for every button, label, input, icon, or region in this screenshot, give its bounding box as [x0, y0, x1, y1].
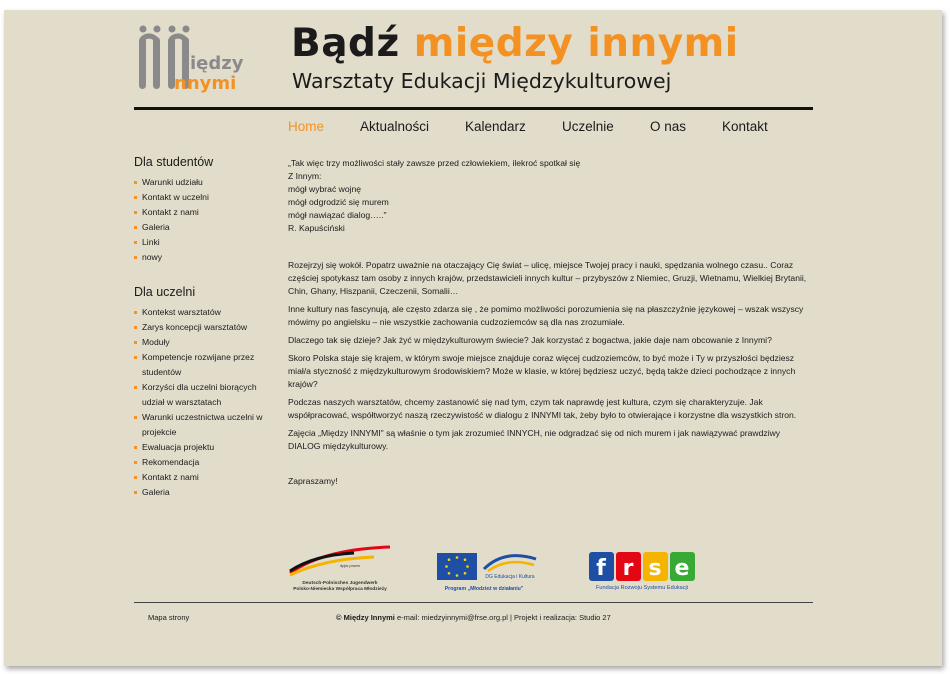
svg-text:s: s [648, 556, 662, 581]
eu-line1: DG Edukacja i Kultura [485, 574, 535, 580]
partner-logos [284, 545, 704, 595]
sidebar-item-new[interactable]: nowy [134, 250, 274, 265]
content-paragraph: Rozejrzyj się wokół. Popatrz uważnie na otaczający Cię świat – ulicę, miejsce Twojej pracy i nauki, spędzania wolnego czasu.. Coraz częściej spotykasz tam osoby z innych krajów, przedstawicieli innych kultur – przybyszów z Niemiec, Gruzji, Wietnamu, Wielkiej Brytanii, Chin, Ghany, Hiszpanii, Czeczenii, Somalii… [288, 260, 807, 296]
page-subtitle: Warsztaty Edukacji Międzykulturowej [292, 69, 672, 93]
footer-copyright: © Między Innymi [336, 613, 395, 622]
title-part1: Bądź [291, 21, 414, 66]
site-logo[interactable] [134, 25, 264, 105]
sidebar-item-evaluation[interactable]: Ewaluacja projektu [134, 440, 274, 455]
title-part2: między innymi [413, 21, 739, 66]
page-frame [4, 10, 942, 666]
nav-about[interactable]: O nas [650, 119, 687, 134]
sidebar-item-workshop-context[interactable]: Kontekst warsztatów [134, 305, 274, 320]
nav-contact[interactable]: Kontakt [722, 119, 768, 134]
sidebar-item-contact-us-2[interactable]: Kontakt z nami [134, 470, 274, 485]
svg-text:e: e [674, 556, 690, 581]
sidebar-item-contact-us[interactable]: Kontakt z nami [134, 205, 274, 220]
nav-universities[interactable]: Uczelnie [562, 119, 614, 134]
content-paragraph: Zajęcia „Między INNYMI" są właśnie o tym jak zrozumieć INNYCH, nie odgradzać się od nich murem i jak nawiązywać prawdziwy DIALOG międzykulturowy. [288, 428, 781, 451]
eu-line2: Program „Młodzież w działaniu" [444, 586, 524, 592]
sidebar-item-links[interactable]: Linki [134, 235, 274, 250]
sidebar-item-gallery-2[interactable]: Galeria [134, 485, 274, 500]
logo-line2: nnymi [174, 73, 237, 94]
svg-text:f: f [596, 556, 606, 581]
quote-line: mógł odgrodzić się murem [288, 197, 389, 207]
frse-logo[interactable] [589, 552, 695, 591]
main-content [288, 157, 813, 493]
nav-calendar[interactable]: Kalendarz [465, 119, 526, 134]
logo-graphic [134, 25, 264, 105]
sidebar [134, 155, 274, 500]
partner-logos-graphic [284, 545, 704, 597]
sidebar-item-gallery[interactable]: Galeria [134, 220, 274, 235]
logo-line1: iędzy [190, 53, 244, 74]
sitemap-link[interactable]: Mapa strony [148, 613, 190, 622]
dpjw-logo[interactable] [290, 547, 390, 592]
header-divider [134, 107, 813, 110]
eu-logo[interactable] [437, 553, 536, 592]
sidebar-item-university-contact[interactable]: Kontakt w uczelni [134, 190, 274, 205]
content-paragraph: Podczas naszych warsztatów, chcemy zastanowić się nad tym, czym tak naprawdę jest kultura, czym się charakteryzuje. Jak współpracować, współtworzyć naszą rzeczywistość w dialogu z INNYMI tak, żeby było to otwierające i korzystne dla wszystkich stron. [288, 397, 797, 420]
footer-divider [134, 602, 813, 603]
sidebar-heading-students: Dla studentów [134, 155, 214, 169]
content-paragraph: Dlaczego tak się dzieje? Jak żyć w międzykulturowym świecie? Jak korzystać z bogactwa, jakie daje nam obcowanie z Innymi? [288, 335, 772, 345]
sidebar-item-competences[interactable]: Kompetencje rozwijane przez studentów [134, 350, 274, 380]
sidebar-item-modules[interactable]: Moduły [134, 335, 274, 350]
dpjw-line1: Deutsch-Polnisches Jugendwerk [302, 581, 378, 586]
quote-line: mógł wybrać wojnę [288, 184, 362, 194]
closing-text: Zapraszamy! [288, 476, 338, 486]
sidebar-item-benefits[interactable]: Korzyści dla uczelni biorących udział w warsztatach [134, 380, 274, 410]
footer-contact: e-mail: miedzyinnymi@frse.org.pl | Projekt i realizacja: Studio 27 [394, 613, 611, 622]
dpjw-small-text: dpjw pnwm [340, 563, 361, 568]
dpjw-line2: Polsko-Niemiecka Współpraca Młodzieży [293, 587, 387, 592]
quote-line: mógł nawiązać dialog….." [288, 210, 387, 220]
quote-line: Z Innym: [288, 171, 322, 181]
sidebar-item-participation-rules[interactable]: Warunki udziału [134, 175, 274, 190]
content-paragraph: Inne kultury nas fascynują, ale często zdarza się , że pomimo możliwości porozumienia się na płaszczyźnie językowej – wszak wszyscy mówimy po angielsku – nie wszystkie zachowania cudzoziemców są dla nas zrozumiałe. [288, 304, 804, 327]
svg-text:r: r [622, 556, 634, 581]
nav-news[interactable]: Aktualności [360, 119, 430, 134]
sidebar-item-recommendation[interactable]: Rekomendacja [134, 455, 274, 470]
nav-home[interactable]: Home [288, 119, 325, 134]
students-menu [134, 175, 274, 265]
universities-menu [134, 305, 274, 500]
quote-line: „Tak więc trzy możliwości stały zawsze przed człowiekiem, ilekroć spotkał się [288, 158, 581, 168]
quote-block [288, 157, 813, 235]
content-paragraph: Skoro Polska staje się krajem, w którym swoje miejsce znajduje coraz więcej cudzoziemców, to być może i Ty w przyszłości będziesz miał/a styczność z międzykulturowym środowiskiem? Może w klasie, w której będziesz uczyć, będą także dzieci pochodzące z innych krajów? [288, 353, 796, 389]
frse-name: Fundacja Rozwoju Systemu Edukacji [595, 585, 689, 591]
page-title [291, 21, 739, 66]
sidebar-item-workshop-concept[interactable]: Zarys koncepcji warsztatów [134, 320, 274, 335]
footer-info [336, 613, 611, 622]
sidebar-item-participation-conditions[interactable]: Warunki uczestnictwa uczelni w projekcie [134, 410, 274, 440]
quote-author: R. Kapuściński [288, 223, 345, 233]
sidebar-heading-universities: Dla uczelni [134, 285, 196, 299]
